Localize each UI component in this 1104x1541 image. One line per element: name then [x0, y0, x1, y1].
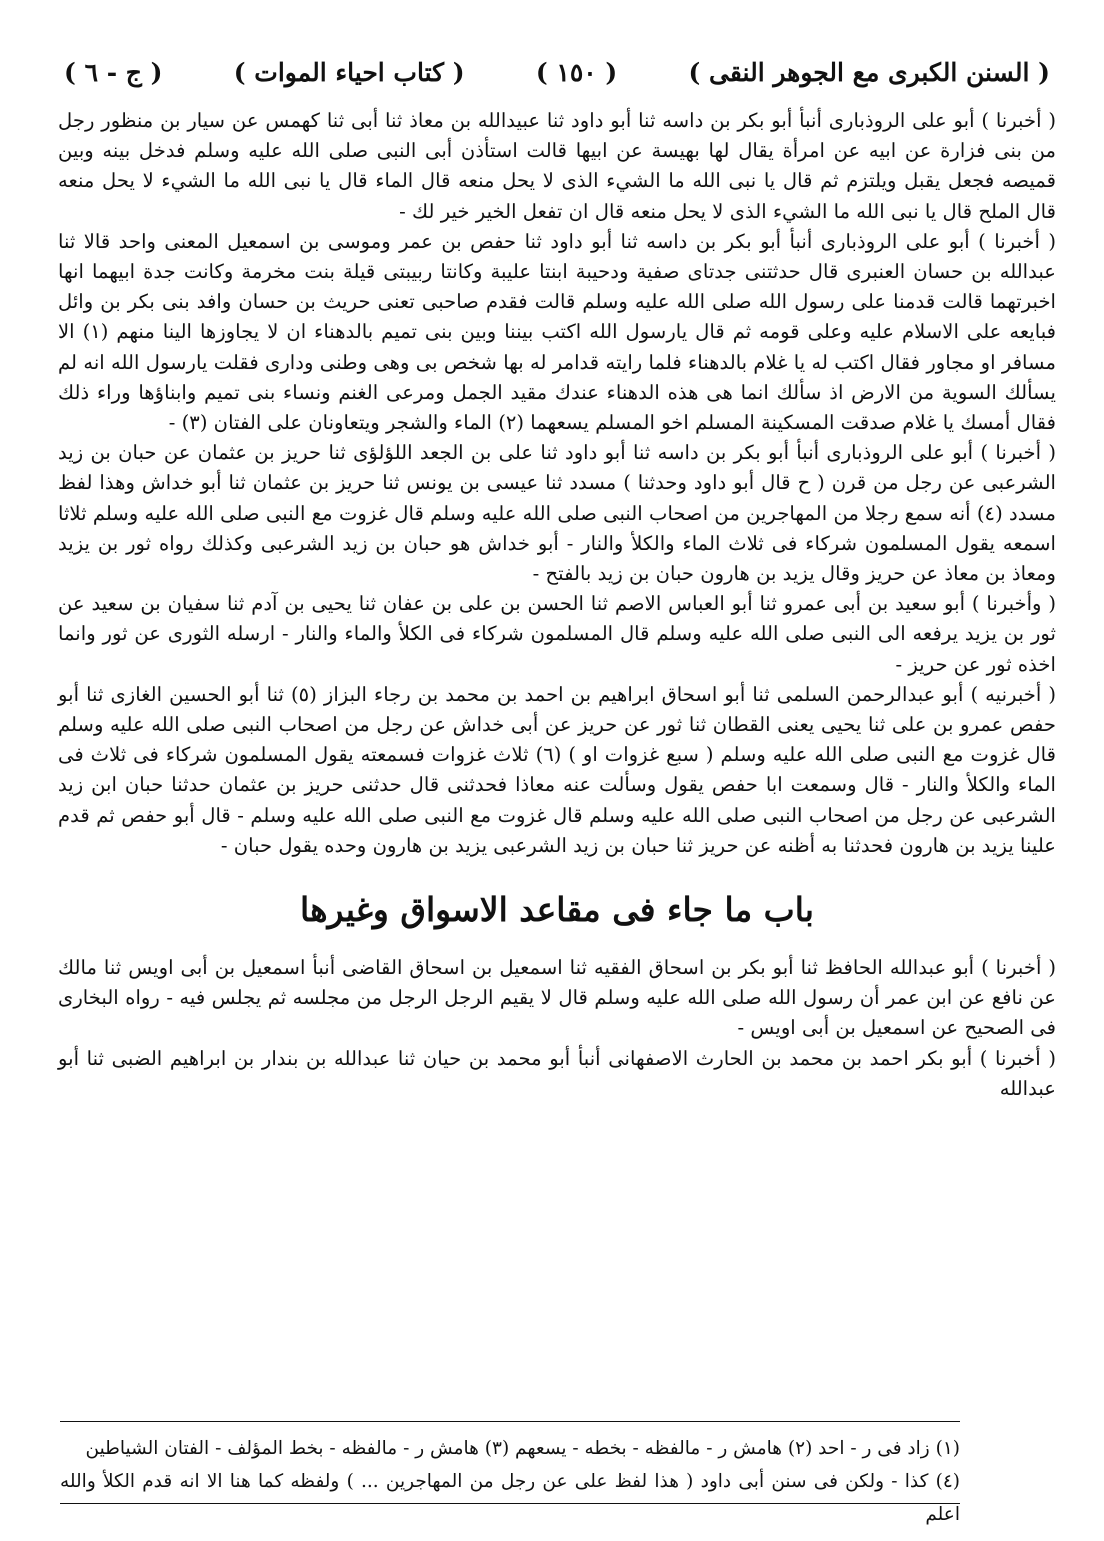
hadith-paragraph: ( أخبرنيه ) أبو عبدالرحمن السلمى ثنا أبو اسحاق ابراهيم بن احمد بن محمد بن رجاء البزاز (٥) ثنا أبو الحسين الغازى ثنا أبو حفص عمرو بن على ثنا يحيى يعنى القطان ثنا ثور عن حريز عن أبى خداش عن رجل من اصحاب النبى صلى الله عليه وسلم قال غزوت مع النبى صلى الله عليه وسلم ( سبع غزوات او ) (٦) ثلاث غزوات فسمعته يقول المسلمون شركاء فى ثلاث فى الماء والكلأ والنار - قال وسمعت ابا حفص يقول وسألت عنه معاذا فحدثنى قال حدثنى حريز بن عثمان حدثنا حبان ابن زيد الشرعبى عن رجل من اصحاب النبى صلى الله عليه وسلم قال غزوت مع النبى صلى الله عليه وسلم - قال أبو حفص ثم قدم علينا يزيد بن هارون فحدثنا به أظنه عن حريز ثنا حبان بن زيد الشرعبى يزيد بن هارون وحده يقول حبان -: [58, 682, 1056, 857]
book-title: ( السنن الكبرى مع الجوهر النقى ): [688, 58, 1050, 87]
hadith-paragraph: ( أخبرنا ) أبو عبدالله الحافظ ثنا أبو بكر بن اسحاق الفقيه ثنا اسمعيل بن اسحاق القاضى أنبأ اسمعيل بن أبى اويس ثنا مالك عن نافع عن ابن عمر أن رسول الله صلى الله عليه وسلم قال لا يقيم الرجل الرجل من مجلسه ثم يجلس فيه - رواه البخارى فى الصحيح عن اسمعيل بن أبى اويس -: [58, 956, 1056, 1040]
hadith-paragraph: ( أخبرنا ) أبو بكر احمد بن محمد بن الحارث الاصفهانى أنبأ أبو محمد بن حيان ثنا عبدالله بن بندار بن ابراهيم الضبى ثنا أبو عبدالله: [58, 1046, 1056, 1100]
chapter-text: [58, 953, 1056, 1104]
footnote-line: (١) زاد فى ر - احد (٢) هامش ر - مالفظه - بخطه - يسعهم (٣) هامش ر - مالفظه - بخط المؤلف - الفتان الشياطين: [85, 1438, 960, 1459]
page-number: ( ١٥٠ ): [535, 58, 618, 87]
footnote-divider: [60, 1421, 960, 1422]
footnote-line: (٤) كذا - ولكن فى سنن أبى داود ( هذا لفظ على عن رجل من المهاجرين ... ) ولفظه كما هنا الا انه قدم الكلأ والله اعلم: [60, 1471, 960, 1525]
chapter-heading: باب ما جاء فى مقاعد الاسواق وغيرها: [300, 890, 814, 930]
bottom-divider: [60, 1503, 960, 1504]
hadith-paragraph: ( وأخبرنا ) أبو سعيد بن أبى عمرو ثنا أبو العباس الاصم ثنا الحسن بن على بن عفان ثنا يحيى بن آدم ثنا سفيان بن سعيد عن ثور بن يزيد يرفعه الى النبى صلى الله عليه وسلم قال المسلمون شركاء فى الكلأ والماء والنار - ارسله الثورى عن ثور وانما اخذه ثور عن حريز -: [58, 592, 1056, 676]
hadith-paragraph: ( أخبرنا ) أبو على الروذبارى أنبأ أبو بكر بن داسه ثنا أبو داود ثنا عبيدالله بن معاذ ثنا أبى ثنا كهمس عن سيار بن منظور رجل من بنى فزارة عن ابيه عن امرأة يقال لها بهيسة عن ابيها قالت استأذن أبى النبى صلى الله عليه وسلم فدخل بينه وبين قميصه فجعل يقبل ويلتزم ثم قال يا نبى الله ما الشيء الذى لا يحل منعه قال الماء قال يا نبى الله ما الشيء لا يحل منعه قال الملح قال يا نبى الله ما الشيء الذى لا يحل منعه قال ان تفعل الخير خير لك -: [58, 109, 1056, 223]
hadith-paragraph: ( أخبرنا ) أبو على الروذبارى أنبأ أبو بكر بن داسه ثنا أبو داود ثنا حفص بن عمر وموسى بن اسمعيل المعنى واحد قالا ثنا عبدالله بن حسان العنبرى قال حدثتنى جدتاى صفية ودحيبة ابنتا عليبة وكانتا ربيبتى قيلة بنت مخرمة وكانت جدة ابيهما انها اخبرتهما قالت قدمنا على رسول الله صلى الله عليه وسلم قالت فقدم صاحبى تعنى حريث بن حسان وافد بنى بكر بن وائل فبايعه على الاسلام عليه وعلى قومه ثم قال يارسول الله اكتب بيننا وبين بنى تميم بالدهناء ان لا يجاوزها الينا منهم (١) الا مسافر او مجاور فقال اكتب له يا غلام بالدهناء فلما رايته قدامر له بها شخص بى وهى وطنى ودارى فقلت يارسول الله انه لم يسألك السوية من الارض اذ سألك انما هى هذه الدهناء عندك مقيد الجمل ومرعى الغنم ونساء بنى تميم وابناؤها وراء ذلك فقال أمسك يا غلام صدقت المسكينة المسلم اخو المسلم يسعهما (٢) الماء والشجر ويتعاونان على الفتان (٣) -: [58, 229, 1056, 435]
hadith-paragraph: ( أخبرنا ) أبو على الروذبارى أنبأ أبو بكر بن داسه ثنا أبو داود ثنا على بن الجعد اللؤلؤى ثنا حريز بن عثمان عن حبان بن زيد الشرعبى عن رجل من قرن ( ح قال أبو داود وحدثنا ) مسدد ثنا عيسى بن يونس ثنا حريز بن عثمان ثنا أبو خداش وهذا لفظ مسدد (٤) أنه سمع رجلا من المهاجرين من اصحاب النبى صلى الله عليه وسلم قال غزوت مع النبى صلى الله عليه وسلم ثلاثا اسمعه يقول المسلمون شركاء فى ثلاث الماء والكلأ والنار - أبو خداش هو حبان بن زيد الشرعبى وكذلك رواه ثور بن يزيد ومعاذ بن معاذ عن حريز وقال يزيد بن هارون حبان بن زيد بالفتح -: [58, 441, 1056, 586]
main-text: [58, 106, 1056, 861]
section-title: ( كتاب احياء الموات ): [233, 58, 465, 87]
volume-number: ( ج - ٦ ): [64, 58, 163, 87]
page-header: [58, 58, 1056, 106]
footnotes: [60, 1432, 960, 1531]
